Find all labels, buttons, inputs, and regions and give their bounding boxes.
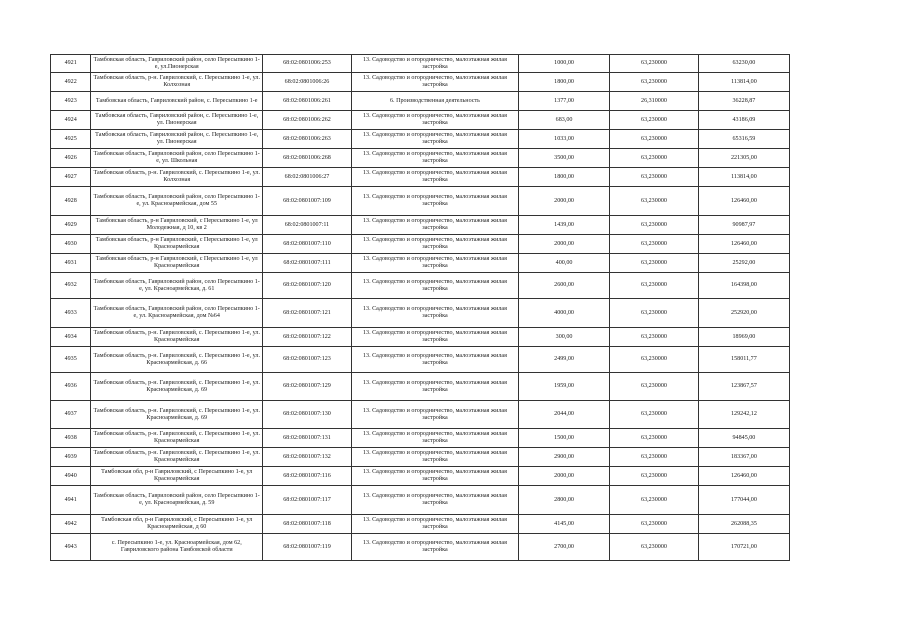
cadastral-number-cell: 68:02:0801007:129 [263, 373, 352, 401]
cadastral-value-cell: 126460,00 [698, 235, 789, 254]
area-cell: 1000,00 [519, 55, 610, 73]
cadastral-value-cell: 63230,00 [698, 55, 789, 73]
cadastral-value-cell: 123867,57 [698, 373, 789, 401]
cadastral-number-cell: 68:02:0801007:120 [263, 273, 352, 299]
land-use-cell: 13. Садоводство и огородничество, малоэтажная жилая застройка [351, 448, 518, 467]
cadastral-number-cell: 68:02:0801007:119 [263, 534, 352, 561]
row-number: 4942 [51, 515, 91, 534]
table-row [51, 92, 790, 111]
cadastral-number-cell: 68:02:0801006:253 [263, 55, 352, 73]
land-use-cell: 13. Садоводство и огородничество, малоэтажная жилая застройка [351, 187, 518, 216]
row-number: 4931 [51, 254, 91, 273]
area-cell: 683,00 [519, 111, 610, 130]
cadastral-number-cell: 68:02:0801006:262 [263, 111, 352, 130]
land-use-cell: 13. Садоводство и огородничество, малоэтажная жилая застройка [351, 149, 518, 168]
table-row [51, 373, 790, 401]
area-cell: 1800,00 [519, 73, 610, 92]
address-cell: Тамбовская область, Гавриловский район, село Пересыпкино 1-е, ул. Красноармейская, д. 61 [91, 273, 263, 299]
rate-cell: 63,230000 [610, 515, 699, 534]
address-cell: с. Пересыпкино 1-е, ул. Красноармейская, дом 62, Гавриловского района Тамбовской области [91, 534, 263, 561]
address-cell: Тамбовская область, Гавриловский район, село Пересыпкино 1-е, ул.Пионерская [91, 55, 263, 73]
table-row [51, 534, 790, 561]
cadastral-value-cell: 113814,00 [698, 73, 789, 92]
table-row [51, 216, 790, 235]
land-use-cell: 13. Садоводство и огородничество, малоэтажная жилая застройка [351, 373, 518, 401]
address-cell: Тамбовская область, Гавриловский район, село Пересыпкино 1-е, ул. Школьная [91, 149, 263, 168]
land-use-cell: 13. Садоводство и огородничество, малоэтажная жилая застройка [351, 235, 518, 254]
land-use-cell: 13. Садоводство и огородничество, малоэтажная жилая застройка [351, 534, 518, 561]
row-number: 4926 [51, 149, 91, 168]
cadastral-value-cell: 18969,00 [698, 328, 789, 347]
address-cell: Тамбовская обл, р-н Гавриловский, с Пересыпкино 1-е, ул Красноармейская [91, 467, 263, 486]
table-row [51, 429, 790, 448]
rate-cell: 63,230000 [610, 235, 699, 254]
rate-cell: 63,230000 [610, 130, 699, 149]
address-cell: Тамбовская область, р-н. Гавриловский, с. Пересыпкино 1-е, ул. Колхозная [91, 73, 263, 92]
cadastral-number-cell: 68:02:0801007:131 [263, 429, 352, 448]
rate-cell: 63,230000 [610, 448, 699, 467]
address-cell: Тамбовская область, р-н Гавриловский, с Пересыпкино 1-е, ул Красноармейская [91, 254, 263, 273]
row-number: 4929 [51, 216, 91, 235]
rate-cell: 63,230000 [610, 299, 699, 328]
cadastral-number-cell: 68:02:0801007:123 [263, 347, 352, 373]
cadastral-number-cell: 68:02:0801006:26 [263, 73, 352, 92]
row-number: 4923 [51, 92, 91, 111]
land-use-cell: 13. Садоводство и огородничество, малоэтажная жилая застройка [351, 429, 518, 448]
table-row [51, 328, 790, 347]
row-number: 4922 [51, 73, 91, 92]
address-cell: Тамбовская область, Гавриловский район, село Пересыпкино 1-е, ул. Красноармейская, дом №64 [91, 299, 263, 328]
area-cell: 1439,00 [519, 216, 610, 235]
cadastral-value-cell: 183367,00 [698, 448, 789, 467]
table-row [51, 299, 790, 328]
rate-cell: 63,230000 [610, 73, 699, 92]
rate-cell: 63,230000 [610, 111, 699, 130]
rate-cell: 26,310000 [610, 92, 699, 111]
area-cell: 1033,00 [519, 130, 610, 149]
address-cell: Тамбовская область, р-н Гавриловский, с Пересыпкино 1-е, ул Красноармейская [91, 235, 263, 254]
table-row [51, 235, 790, 254]
table-row [51, 149, 790, 168]
cadastral-number-cell: 68:02:0801007:118 [263, 515, 352, 534]
row-number: 4943 [51, 534, 91, 561]
cadastral-number-cell: 68:02:0801007:109 [263, 187, 352, 216]
address-cell: Тамбовская область, р-н. Гавриловский, с. Пересыпкино 1-е, ул. Красноармейская [91, 328, 263, 347]
rate-cell: 63,230000 [610, 534, 699, 561]
row-number: 4933 [51, 299, 91, 328]
address-cell: Тамбовская область, р-н. Гавриловский, с. Пересыпкино 1-е, ул. Красноармейская [91, 448, 263, 467]
land-use-cell: 13. Садоводство и огородничество, малоэтажная жилая застройка [351, 111, 518, 130]
row-number: 4932 [51, 273, 91, 299]
rate-cell: 63,230000 [610, 429, 699, 448]
area-cell: 2000,00 [519, 467, 610, 486]
row-number: 4921 [51, 55, 91, 73]
table-row [51, 130, 790, 149]
address-cell: Тамбовская область, р-н. Гавриловский, с. Пересыпкино 1-е, ул. Колхозная [91, 168, 263, 187]
address-cell: Тамбовская область, р-н. Гавриловский, с. Пересыпкино 1-е, ул. Красноармейская, д. 66 [91, 347, 263, 373]
area-cell: 2700,00 [519, 534, 610, 561]
cadastral-number-cell: 68:02:0801006:261 [263, 92, 352, 111]
land-use-cell: 13. Садоводство и огородничество, малоэтажная жилая застройка [351, 347, 518, 373]
cadastral-value-cell: 113814,00 [698, 168, 789, 187]
row-number: 4928 [51, 187, 91, 216]
rate-cell: 63,230000 [610, 187, 699, 216]
cadastral-number-cell: 68:02:0801007:121 [263, 299, 352, 328]
area-cell: 2800,00 [519, 486, 610, 515]
rate-cell: 63,230000 [610, 401, 699, 429]
cadastral-number-cell: 68:02:0801007:116 [263, 467, 352, 486]
address-cell: Тамбовская область, Гавриловский район, с. Пересыпкино 1-е [91, 92, 263, 111]
cadastral-value-cell: 36228,87 [698, 92, 789, 111]
address-cell: Тамбовская область, Гавриловский район, село Пересыпкино 1-е, ул. Красноармейская, д. 59 [91, 486, 263, 515]
row-number: 4934 [51, 328, 91, 347]
land-registry-table [50, 54, 790, 561]
row-number: 4941 [51, 486, 91, 515]
rate-cell: 63,230000 [610, 373, 699, 401]
rate-cell: 63,230000 [610, 168, 699, 187]
land-use-cell: 13. Садоводство и огородничество, малоэтажная жилая застройка [351, 328, 518, 347]
cadastral-number-cell: 68:02:0801007:11 [263, 216, 352, 235]
land-use-cell: 13. Садоводство и огородничество, малоэтажная жилая застройка [351, 216, 518, 235]
area-cell: 4145,00 [519, 515, 610, 534]
table-row [51, 168, 790, 187]
table-row [51, 486, 790, 515]
address-cell: Тамбовская область, р-н Гавриловский, с Пересыпкино 1-е, ул Молодежная, д 10, кв 2 [91, 216, 263, 235]
cadastral-value-cell: 129242,12 [698, 401, 789, 429]
cadastral-number-cell: 68:02:0801006:27 [263, 168, 352, 187]
land-use-cell: 13. Садоводство и огородничество, малоэтажная жилая застройка [351, 486, 518, 515]
table-row [51, 401, 790, 429]
cadastral-value-cell: 126460,00 [698, 467, 789, 486]
row-number: 4937 [51, 401, 91, 429]
land-use-cell: 13. Садоводство и огородничество, малоэтажная жилая застройка [351, 130, 518, 149]
cadastral-number-cell: 68:02:0801007:122 [263, 328, 352, 347]
cadastral-number-cell: 68:02:0801007:132 [263, 448, 352, 467]
area-cell: 2000,00 [519, 235, 610, 254]
table-row [51, 254, 790, 273]
address-cell: Тамбовская область, р-н. Гавриловский, с. Пересыпкино 1-е, ул. Красноармейская [91, 429, 263, 448]
cadastral-number-cell: 68:02:0801007:117 [263, 486, 352, 515]
rate-cell: 63,230000 [610, 273, 699, 299]
table-row [51, 347, 790, 373]
land-use-cell: 13. Садоводство и огородничество, малоэтажная жилая застройка [351, 254, 518, 273]
row-number: 4924 [51, 111, 91, 130]
address-cell: Тамбовская область, Гавриловский район, с. Пересыпкино 1-е, ул. Пионерская [91, 111, 263, 130]
address-cell: Тамбовская область, р-н. Гавриловский, с. Пересыпкино 1-е, ул. Красноармейская, д. 69 [91, 401, 263, 429]
land-use-cell: 13. Садоводство и огородничество, малоэтажная жилая застройка [351, 401, 518, 429]
row-number: 4925 [51, 130, 91, 149]
cadastral-value-cell: 65316,59 [698, 130, 789, 149]
cadastral-value-cell: 252920,00 [698, 299, 789, 328]
row-number: 4930 [51, 235, 91, 254]
cadastral-value-cell: 126460,00 [698, 187, 789, 216]
land-use-cell: 13. Садоводство и огородничество, малоэтажная жилая застройка [351, 515, 518, 534]
area-cell: 1959,00 [519, 373, 610, 401]
rate-cell: 63,230000 [610, 347, 699, 373]
table-row [51, 73, 790, 92]
cadastral-value-cell: 158011,77 [698, 347, 789, 373]
cadastral-value-cell: 25292,00 [698, 254, 789, 273]
rate-cell: 63,230000 [610, 149, 699, 168]
row-number: 4938 [51, 429, 91, 448]
table-row [51, 515, 790, 534]
cadastral-number-cell: 68:02:0801007:111 [263, 254, 352, 273]
area-cell: 1800,00 [519, 168, 610, 187]
land-use-cell: 13. Садоводство и огородничество, малоэтажная жилая застройка [351, 273, 518, 299]
address-cell: Тамбовская обл, р-н Гавриловский, с Пересыпкино 1-е, ул Красноармейская, д 60 [91, 515, 263, 534]
rate-cell: 63,230000 [610, 254, 699, 273]
area-cell: 2900,00 [519, 448, 610, 467]
table-body [51, 55, 790, 561]
row-number: 4927 [51, 168, 91, 187]
address-cell: Тамбовская область, Гавриловский район, село Пересыпкино 1-е, ул. Красноармейская, дом 55 [91, 187, 263, 216]
land-use-cell: 13. Садоводство и огородничество, малоэтажная жилая застройка [351, 73, 518, 92]
cadastral-value-cell: 170721,00 [698, 534, 789, 561]
area-cell: 2600,00 [519, 273, 610, 299]
land-use-cell: 13. Садоводство и огородничество, малоэтажная жилая застройка [351, 299, 518, 328]
cadastral-value-cell: 90987,97 [698, 216, 789, 235]
table-row [51, 467, 790, 486]
land-use-cell: 6. Производственная деятельность [351, 92, 518, 111]
address-cell: Тамбовская область, Гавриловский район, с. Пересыпкино 1-е, ул. Пионерская [91, 130, 263, 149]
row-number: 4939 [51, 448, 91, 467]
address-cell: Тамбовская область, р-н. Гавриловский, с. Пересыпкино 1-е, ул. Красноармейская, д. 69 [91, 373, 263, 401]
cadastral-value-cell: 164398,00 [698, 273, 789, 299]
table-row [51, 448, 790, 467]
area-cell: 2000,00 [519, 187, 610, 216]
land-use-cell: 13. Садоводство и огородничество, малоэтажная жилая застройка [351, 467, 518, 486]
area-cell: 400,00 [519, 254, 610, 273]
cadastral-number-cell: 68:02:0801006:263 [263, 130, 352, 149]
cadastral-value-cell: 177044,00 [698, 486, 789, 515]
table-row [51, 55, 790, 73]
area-cell: 2499,00 [519, 347, 610, 373]
cadastral-number-cell: 68:02:0801007:130 [263, 401, 352, 429]
rate-cell: 63,230000 [610, 467, 699, 486]
row-number: 4935 [51, 347, 91, 373]
land-use-cell: 13. Садоводство и огородничество, малоэтажная жилая застройка [351, 55, 518, 73]
rate-cell: 63,230000 [610, 55, 699, 73]
table-row [51, 111, 790, 130]
cadastral-value-cell: 262088,35 [698, 515, 789, 534]
row-number: 4936 [51, 373, 91, 401]
area-cell: 4000,00 [519, 299, 610, 328]
cadastral-number-cell: 68:02:0801006:268 [263, 149, 352, 168]
rate-cell: 63,230000 [610, 486, 699, 515]
area-cell: 3500,00 [519, 149, 610, 168]
row-number: 4940 [51, 467, 91, 486]
table-row [51, 187, 790, 216]
area-cell: 1377,00 [519, 92, 610, 111]
table-row [51, 273, 790, 299]
rate-cell: 63,230000 [610, 216, 699, 235]
area-cell: 2044,00 [519, 401, 610, 429]
land-use-cell: 13. Садоводство и огородничество, малоэтажная жилая застройка [351, 168, 518, 187]
area-cell: 300,00 [519, 328, 610, 347]
cadastral-value-cell: 43186,09 [698, 111, 789, 130]
rate-cell: 63,230000 [610, 328, 699, 347]
cadastral-value-cell: 94845,00 [698, 429, 789, 448]
cadastral-number-cell: 68:02:0801007:110 [263, 235, 352, 254]
cadastral-value-cell: 221305,00 [698, 149, 789, 168]
area-cell: 1500,00 [519, 429, 610, 448]
